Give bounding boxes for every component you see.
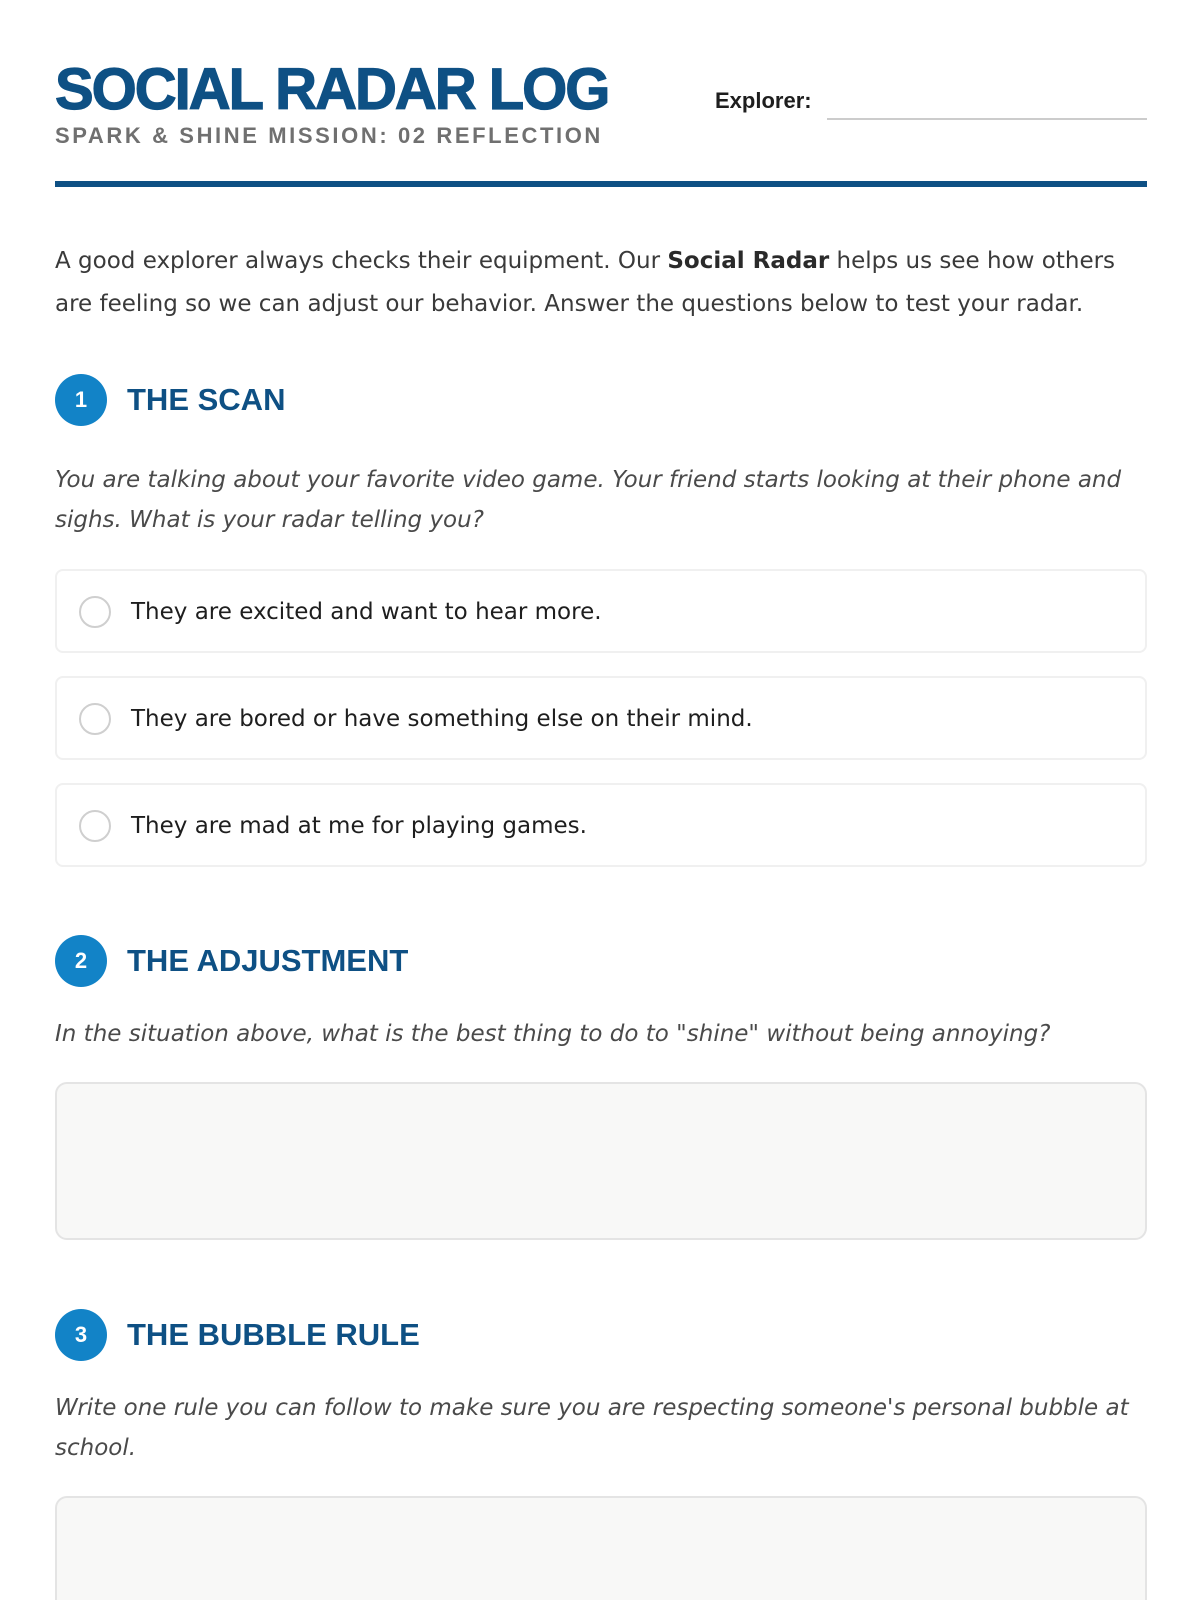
header-divider (55, 181, 1147, 187)
section-3-prompt: Write one rule you can follow to make sure you are respecting someone's personal bubble at school. (55, 1395, 1129, 1461)
intro-paragraph (55, 240, 1147, 326)
section-1-title: THE SCAN (127, 382, 286, 417)
intro-text-start: A good explorer always checks their equipment. Our (55, 248, 668, 274)
intro-text-end: helps us see how others are feeling so we can adjust our behavior. Answer the questions below to test your radar. (55, 248, 1116, 317)
worksheet-page (55, 0, 1147, 1600)
explorer-field-group (715, 82, 1147, 122)
page-subtitle: SPARK & SHINE MISSION: 02 REFLECTION (55, 123, 603, 148)
worksheet-header (55, 58, 1147, 188)
page-title: SOCIAL RADAR LOG (55, 57, 609, 122)
section-1-prompt: You are talking about your favorite video game. Your friend starts looking at their phone and sighs. What is your radar telling you? (55, 467, 1122, 533)
answer-option-label: They are bored or have something else on their mind. (131, 706, 753, 732)
section-2-title: THE ADJUSTMENT (127, 943, 409, 978)
radio-button-icon[interactable] (79, 703, 111, 735)
section-2-prompt: In the situation above, what is the best thing to do to "shine" without being annoying? (55, 1021, 1051, 1047)
explorer-label: Explorer: (715, 88, 812, 113)
answer-option-1[interactable] (55, 569, 1147, 653)
answer-option-2[interactable] (55, 676, 1147, 760)
section-1-heading (55, 374, 655, 426)
radio-button-icon[interactable] (79, 810, 111, 842)
answer-option-label: They are excited and want to hear more. (131, 599, 602, 625)
adjustment-answer-textarea[interactable] (55, 1082, 1147, 1240)
section-2-heading (55, 935, 655, 987)
answer-option-3[interactable] (55, 783, 1147, 867)
bubble-rule-answer-textarea[interactable] (55, 1496, 1147, 1600)
intro-bold-term: Social Radar (667, 248, 830, 274)
section-2-number-badge: 2 (55, 935, 107, 987)
section-3-number-badge: 3 (55, 1309, 107, 1361)
radio-button-icon[interactable] (79, 596, 111, 628)
answer-option-label: They are mad at me for playing games. (131, 813, 587, 839)
explorer-name-input[interactable] (827, 92, 1147, 120)
section-1-number-badge: 1 (55, 374, 107, 426)
section-3-title: THE BUBBLE RULE (127, 1317, 420, 1352)
section-3-heading (55, 1309, 655, 1361)
